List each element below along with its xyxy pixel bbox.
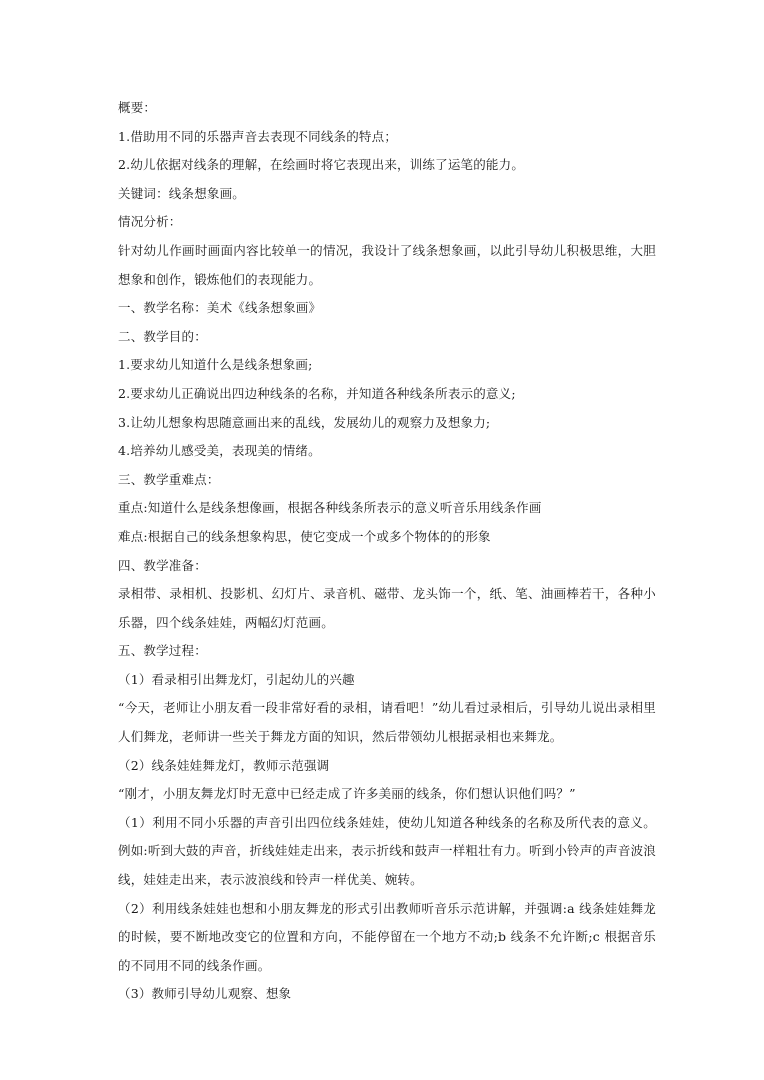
objective-2: 2.要求幼儿正确说出四边种线条的名称，并知道各种线条所表示的意义;	[118, 385, 516, 401]
keywords: 关键词：线条想象画。	[118, 185, 246, 201]
process-step-2: （2）线条娃娃舞龙灯，教师示范强调	[118, 757, 330, 773]
document-body	[118, 94, 656, 1009]
summary-heading: 概要：	[118, 100, 157, 115]
objective-3: 3.让幼儿想象构思随意画出来的乱线，发展幼儿的观察力及想象力;	[118, 414, 491, 430]
process-substep-1: （1）利用不同小乐器的声音引出四位线条娃娃，使幼儿知道各种线条的名称及所代表的意义。例如:听到大鼓的声音，折线娃娃走出来，表示折线和鼓声一样粗壮有力。听到小铃声的声音波浪线，娃娃走出来，表示波浪线和铃声一样优美、婉转。	[118, 814, 656, 888]
process-step-2-quote: “刚才，小朋友舞龙灯时无意中已经走成了许多美丽的线条，你们想认识他们吗？”	[118, 786, 576, 802]
situation-text: 针对幼儿作画时画面内容比较单一的情况，我设计了线条想象画，以此引导幼儿积极思维，大胆想象和创作，锻炼他们的表现能力。	[118, 242, 656, 287]
situation-heading: 情况分析：	[118, 214, 182, 230]
difficult-point: 难点:根据自己的线条想象构思，使它变成一个或多个物体的的形象	[118, 528, 491, 544]
summary-item-1: 1.借助用不同的乐器声音去表现不同线条的特点；	[118, 128, 398, 144]
process-substep-2: （2）利用线条娃娃也想和小朋友舞龙的形式引出教师听音乐示范讲解，并强调:a 线条娃娃舞龙的时候，要不断地改变它的位置和方向，不能停留在一个地方不动;b 线条不允许断;c 根据音乐的不同用不同的线条作画。	[118, 900, 656, 973]
section-1-title: 一、教学名称：美术《线条想象画》	[118, 300, 322, 316]
materials-list: 录相带、录相机、投影机、幻灯片、录音机、磁带、龙头饰一个，纸、笔、油画棒若干，各种小乐器，四个线条娃娃，两幅幻灯范画。	[118, 586, 656, 630]
key-point: 重点:知道什么是线条想像画，根据各种线条所表示的意义听音乐用线条作画	[118, 500, 542, 516]
objective-4: 4.培养幼儿感受美，表现美的情绪。	[118, 443, 321, 459]
section-4-title: 四、教学准备：	[118, 557, 207, 573]
process-step-3: （3）教师引导幼儿观察、想象	[118, 986, 292, 1002]
section-2-title: 二、教学目的：	[118, 328, 207, 344]
process-step-1: （1）看录相引出舞龙灯，引起幼儿的兴趣	[118, 671, 355, 687]
section-3-title: 三、教学重难点：	[118, 471, 220, 487]
objective-1: 1.要求幼儿知道什么是线条想象画;	[118, 357, 313, 373]
process-step-1-text: “今天，老师让小朋友看一段非常好看的录相，请看吧！”幼儿看过录相后，引导幼儿说出录相里人们舞龙，老师讲一些关于舞龙方面的知识，然后带领幼儿根据录相也来舞龙。	[118, 700, 656, 745]
section-5-title: 五、教学过程：	[118, 643, 207, 659]
summary-item-2: 2.幼儿依据对线条的理解，在绘画时将它表现出来，训练了运笔的能力。	[118, 157, 525, 173]
